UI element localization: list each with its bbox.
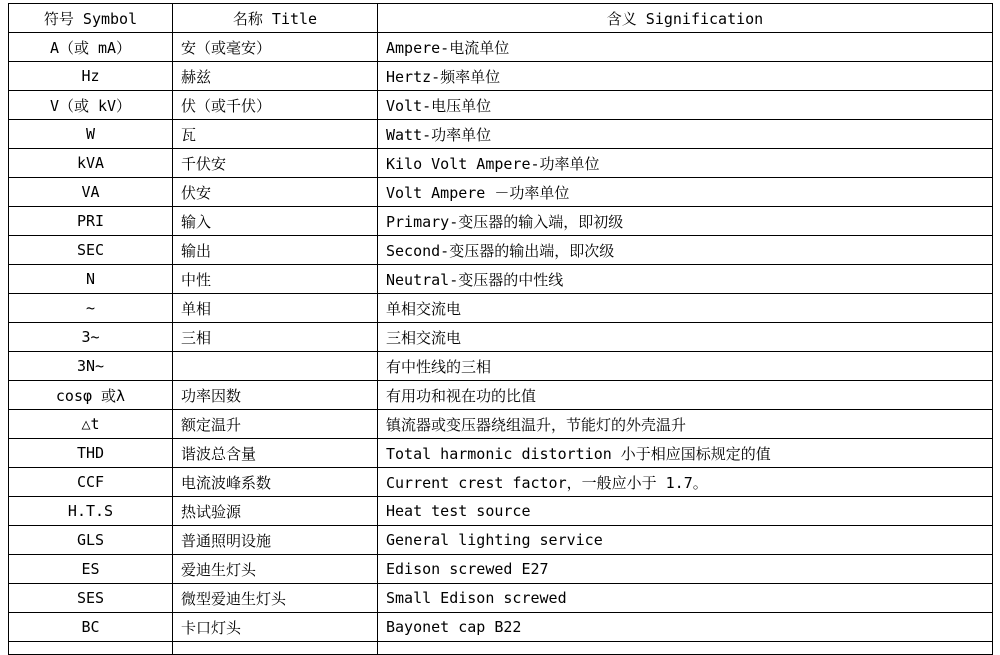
table-row xyxy=(9,236,993,265)
table-row xyxy=(9,410,993,439)
meaning-cell: Kilo Volt Ampere-功率单位 xyxy=(378,149,993,178)
meaning-cell: Edison screwed E27 xyxy=(378,555,993,584)
meaning-cell: Small Edison screwed xyxy=(378,584,993,613)
table-row xyxy=(9,33,993,62)
title-cell: 功率因数 xyxy=(173,381,378,410)
symbol-cell: V（或 kV） xyxy=(9,91,173,120)
symbol-cell: 3~ xyxy=(9,323,173,352)
symbol-cell: GLS xyxy=(9,526,173,555)
symbol-cell: BC xyxy=(9,613,173,642)
meaning-cell: Second-变压器的输出端，即次级 xyxy=(378,236,993,265)
table-row-cutoff xyxy=(9,642,993,655)
symbol-cell: kVA xyxy=(9,149,173,178)
title-cell: 谐波总含量 xyxy=(173,439,378,468)
meaning-cell: 有用功和视在功的比值 xyxy=(378,381,993,410)
table-row xyxy=(9,352,993,381)
meaning-cell: Volt Ampere －功率单位 xyxy=(378,178,993,207)
symbol-glossary-table xyxy=(8,3,993,655)
header-title: 名称 Title xyxy=(173,4,378,33)
meaning-cell: Ampere-电流单位 xyxy=(378,33,993,62)
table-row xyxy=(9,207,993,236)
table-row xyxy=(9,613,993,642)
meaning-cell-empty xyxy=(378,642,993,655)
symbol-cell: W xyxy=(9,120,173,149)
title-cell: 中性 xyxy=(173,265,378,294)
title-cell: 千伏安 xyxy=(173,149,378,178)
meaning-cell: 三相交流电 xyxy=(378,323,993,352)
title-cell: 输出 xyxy=(173,236,378,265)
symbol-cell: cosφ 或λ xyxy=(9,381,173,410)
title-cell: 输入 xyxy=(173,207,378,236)
meaning-cell: General lighting service xyxy=(378,526,993,555)
title-cell: 安（或毫安） xyxy=(173,33,378,62)
title-cell: 伏（或千伏） xyxy=(173,91,378,120)
title-cell: 普通照明设施 xyxy=(173,526,378,555)
symbol-cell: PRI xyxy=(9,207,173,236)
symbol-cell: SEC xyxy=(9,236,173,265)
meaning-cell: Hertz-频率单位 xyxy=(378,62,993,91)
table-row xyxy=(9,178,993,207)
symbol-cell: THD xyxy=(9,439,173,468)
table-row xyxy=(9,468,993,497)
title-cell: 卡口灯头 xyxy=(173,613,378,642)
title-cell: 赫兹 xyxy=(173,62,378,91)
header-signification: 含义 Signification xyxy=(378,4,993,33)
table-row xyxy=(9,294,993,323)
title-cell: 瓦 xyxy=(173,120,378,149)
symbol-cell: VA xyxy=(9,178,173,207)
symbol-cell: Hz xyxy=(9,62,173,91)
symbol-cell-empty xyxy=(9,642,173,655)
table-body xyxy=(9,33,993,655)
table-row xyxy=(9,62,993,91)
header-symbol: 符号 Symbol xyxy=(9,4,173,33)
meaning-cell: Total harmonic distortion 小于相应国标规定的值 xyxy=(378,439,993,468)
symbol-cell: 3N~ xyxy=(9,352,173,381)
table-row xyxy=(9,265,993,294)
meaning-cell: Volt-电压单位 xyxy=(378,91,993,120)
meaning-cell: Current crest factor，一般应小于 1.7。 xyxy=(378,468,993,497)
title-cell: 微型爱迪生灯头 xyxy=(173,584,378,613)
symbol-cell: ~ xyxy=(9,294,173,323)
symbol-cell: N xyxy=(9,265,173,294)
title-cell: 热试验源 xyxy=(173,497,378,526)
symbol-cell: △t xyxy=(9,410,173,439)
title-cell: 爱迪生灯头 xyxy=(173,555,378,584)
table-row xyxy=(9,497,993,526)
symbol-cell: A（或 mA） xyxy=(9,33,173,62)
meaning-cell: Neutral-变压器的中性线 xyxy=(378,265,993,294)
meaning-cell: Watt-功率单位 xyxy=(378,120,993,149)
symbol-cell: H.T.S xyxy=(9,497,173,526)
title-cell: 电流波峰系数 xyxy=(173,468,378,497)
symbol-cell: SES xyxy=(9,584,173,613)
title-cell: 伏安 xyxy=(173,178,378,207)
title-cell-empty xyxy=(173,642,378,655)
meaning-cell: Heat test source xyxy=(378,497,993,526)
meaning-cell: Bayonet cap B22 xyxy=(378,613,993,642)
meaning-cell: Primary-变压器的输入端，即初级 xyxy=(378,207,993,236)
title-cell: 额定温升 xyxy=(173,410,378,439)
table-row xyxy=(9,555,993,584)
header-row xyxy=(9,4,993,33)
meaning-cell: 镇流器或变压器绕组温升，节能灯的外壳温升 xyxy=(378,410,993,439)
symbol-cell: CCF xyxy=(9,468,173,497)
title-cell: 三相 xyxy=(173,323,378,352)
table-row xyxy=(9,120,993,149)
table-row xyxy=(9,526,993,555)
meaning-cell: 单相交流电 xyxy=(378,294,993,323)
title-cell xyxy=(173,352,378,381)
table-row xyxy=(9,439,993,468)
table-row xyxy=(9,584,993,613)
table-row xyxy=(9,323,993,352)
glossary-table-wrapper xyxy=(8,3,993,655)
meaning-cell: 有中性线的三相 xyxy=(378,352,993,381)
symbol-cell: ES xyxy=(9,555,173,584)
title-cell: 单相 xyxy=(173,294,378,323)
table-row xyxy=(9,149,993,178)
table-row xyxy=(9,381,993,410)
table-row xyxy=(9,91,993,120)
